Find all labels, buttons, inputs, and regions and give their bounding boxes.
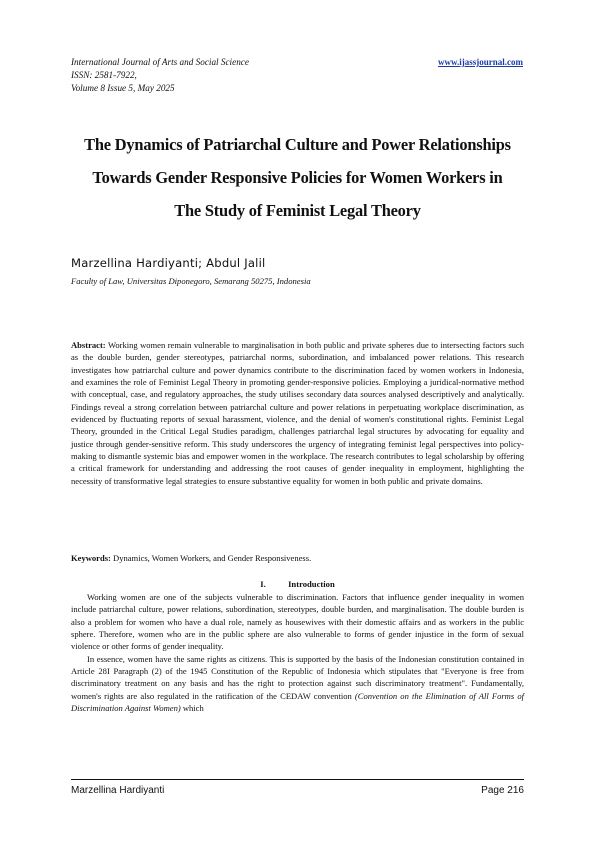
title-line-1: The Dynamics of Patriarchal Culture and Power Relationships: [84, 135, 511, 154]
abstract: [71, 339, 524, 487]
issn: ISSN: 2581-7922,: [71, 70, 137, 80]
footer-author: Marzellina Hardiyanti: [71, 785, 165, 796]
section-title: Introduction: [288, 579, 335, 589]
introduction-body: [71, 591, 524, 714]
abstract-label: Abstract:: [71, 340, 106, 350]
keywords: [71, 552, 524, 564]
title-line-2: Towards Gender Responsive Policies for Women Workers in: [92, 168, 503, 187]
body-paragraph-2: [71, 653, 524, 715]
body-paragraph-2-end: which: [182, 703, 204, 714]
journal-name: International Journal of Arts and Social Science: [71, 57, 249, 67]
body-paragraph-2-text: In essence, women have the same rights as citizens. This is supported by the basis of the Indonesian constitution contained in Article 28I Paragraph (2) of the 1945 Constitution of the Republic of Indonesia which stipulates that "Everyone is free from discriminatory treatment on any basis and has the right to protection against such discriminatory treatment". Fundamentally, women's rights are also regulated in the ratification of the CEDAW convention: [71, 653, 524, 701]
paper-title: [60, 128, 535, 227]
abstract-text: Working women remain vulnerable to marginalisation in both public and private spheres due to intersecting factors such as the double burden, gender stereotypes, patriarchal norms, subordination, and imbalanced power relations. This research investigates how patriarchal culture and power dynamics contribute to the discrimination faced by women workers in Indonesia, and examines the role of Feminist Legal Theory in promoting gender-responsive policies. Employing a juridical-normative method with conceptual, case, and regulatory approaches, the study utilises secondary data sources analysed descriptively and analytically. Findings reveal a strong correlation between patriarchal culture and power relations in perpetuating workplace discrimination, as evidenced by fluctuating reports of sexual harassment, violence, and the denial of women's constitutional rights. Feminist Legal Theory, grounded in the Critical Legal Studies paradigm, challenges patriarchal legal structures by advocating for equality and justice through gender-sensitive reform. This study underscores the urgency of integrating feminist legal perspectives into policy-making to dismantle systemic bias and empower women in the workplace. The research contributes to legal scholarship by offering a critical framework for understanding and addressing the root causes of gender inequality in employment, highlighting the necessity of transformative legal strategies to ensure substantive equality for women in both public and private domains.: [71, 340, 524, 486]
volume-issue: Volume 8 Issue 5, May 2025: [71, 83, 175, 93]
section-number: I.: [260, 579, 266, 589]
page-number: Page 216: [481, 785, 524, 796]
keywords-label: Keywords:: [71, 553, 111, 563]
title-line-3: The Study of Feminist Legal Theory: [174, 201, 421, 220]
cedaw-full-name: (Convention on the Elimination of All Forms of Discrimination Against Women): [71, 690, 524, 714]
authors: Marzellina Hardiyanti; Abdul Jalil: [71, 256, 266, 270]
affiliation: Faculty of Law, Universitas Diponegoro, Semarang 50275, Indonesia: [71, 276, 311, 286]
keywords-text: Dynamics, Women Workers, and Gender Responsiveness.: [113, 553, 312, 563]
footer-rule: [71, 779, 524, 780]
journal-url-link[interactable]: www.ijassjournal.com: [438, 57, 523, 67]
body-paragraph-1: Working women are one of the subjects vulnerable to discrimination. Factors that influence gender inequality in women include patriarchal culture, power relations, subordination, stereotypes, double burden, and marginalisation. The double burden is also a problem for women who have a dual role, namely as housewives with their domestic affairs and as workers in the public sphere. Therefore, women who are in the public sphere are also vulnerable to forms of gender injustice in the form of sexual violence or other forms of gender inequality.: [71, 592, 524, 652]
section-heading: [71, 579, 524, 589]
